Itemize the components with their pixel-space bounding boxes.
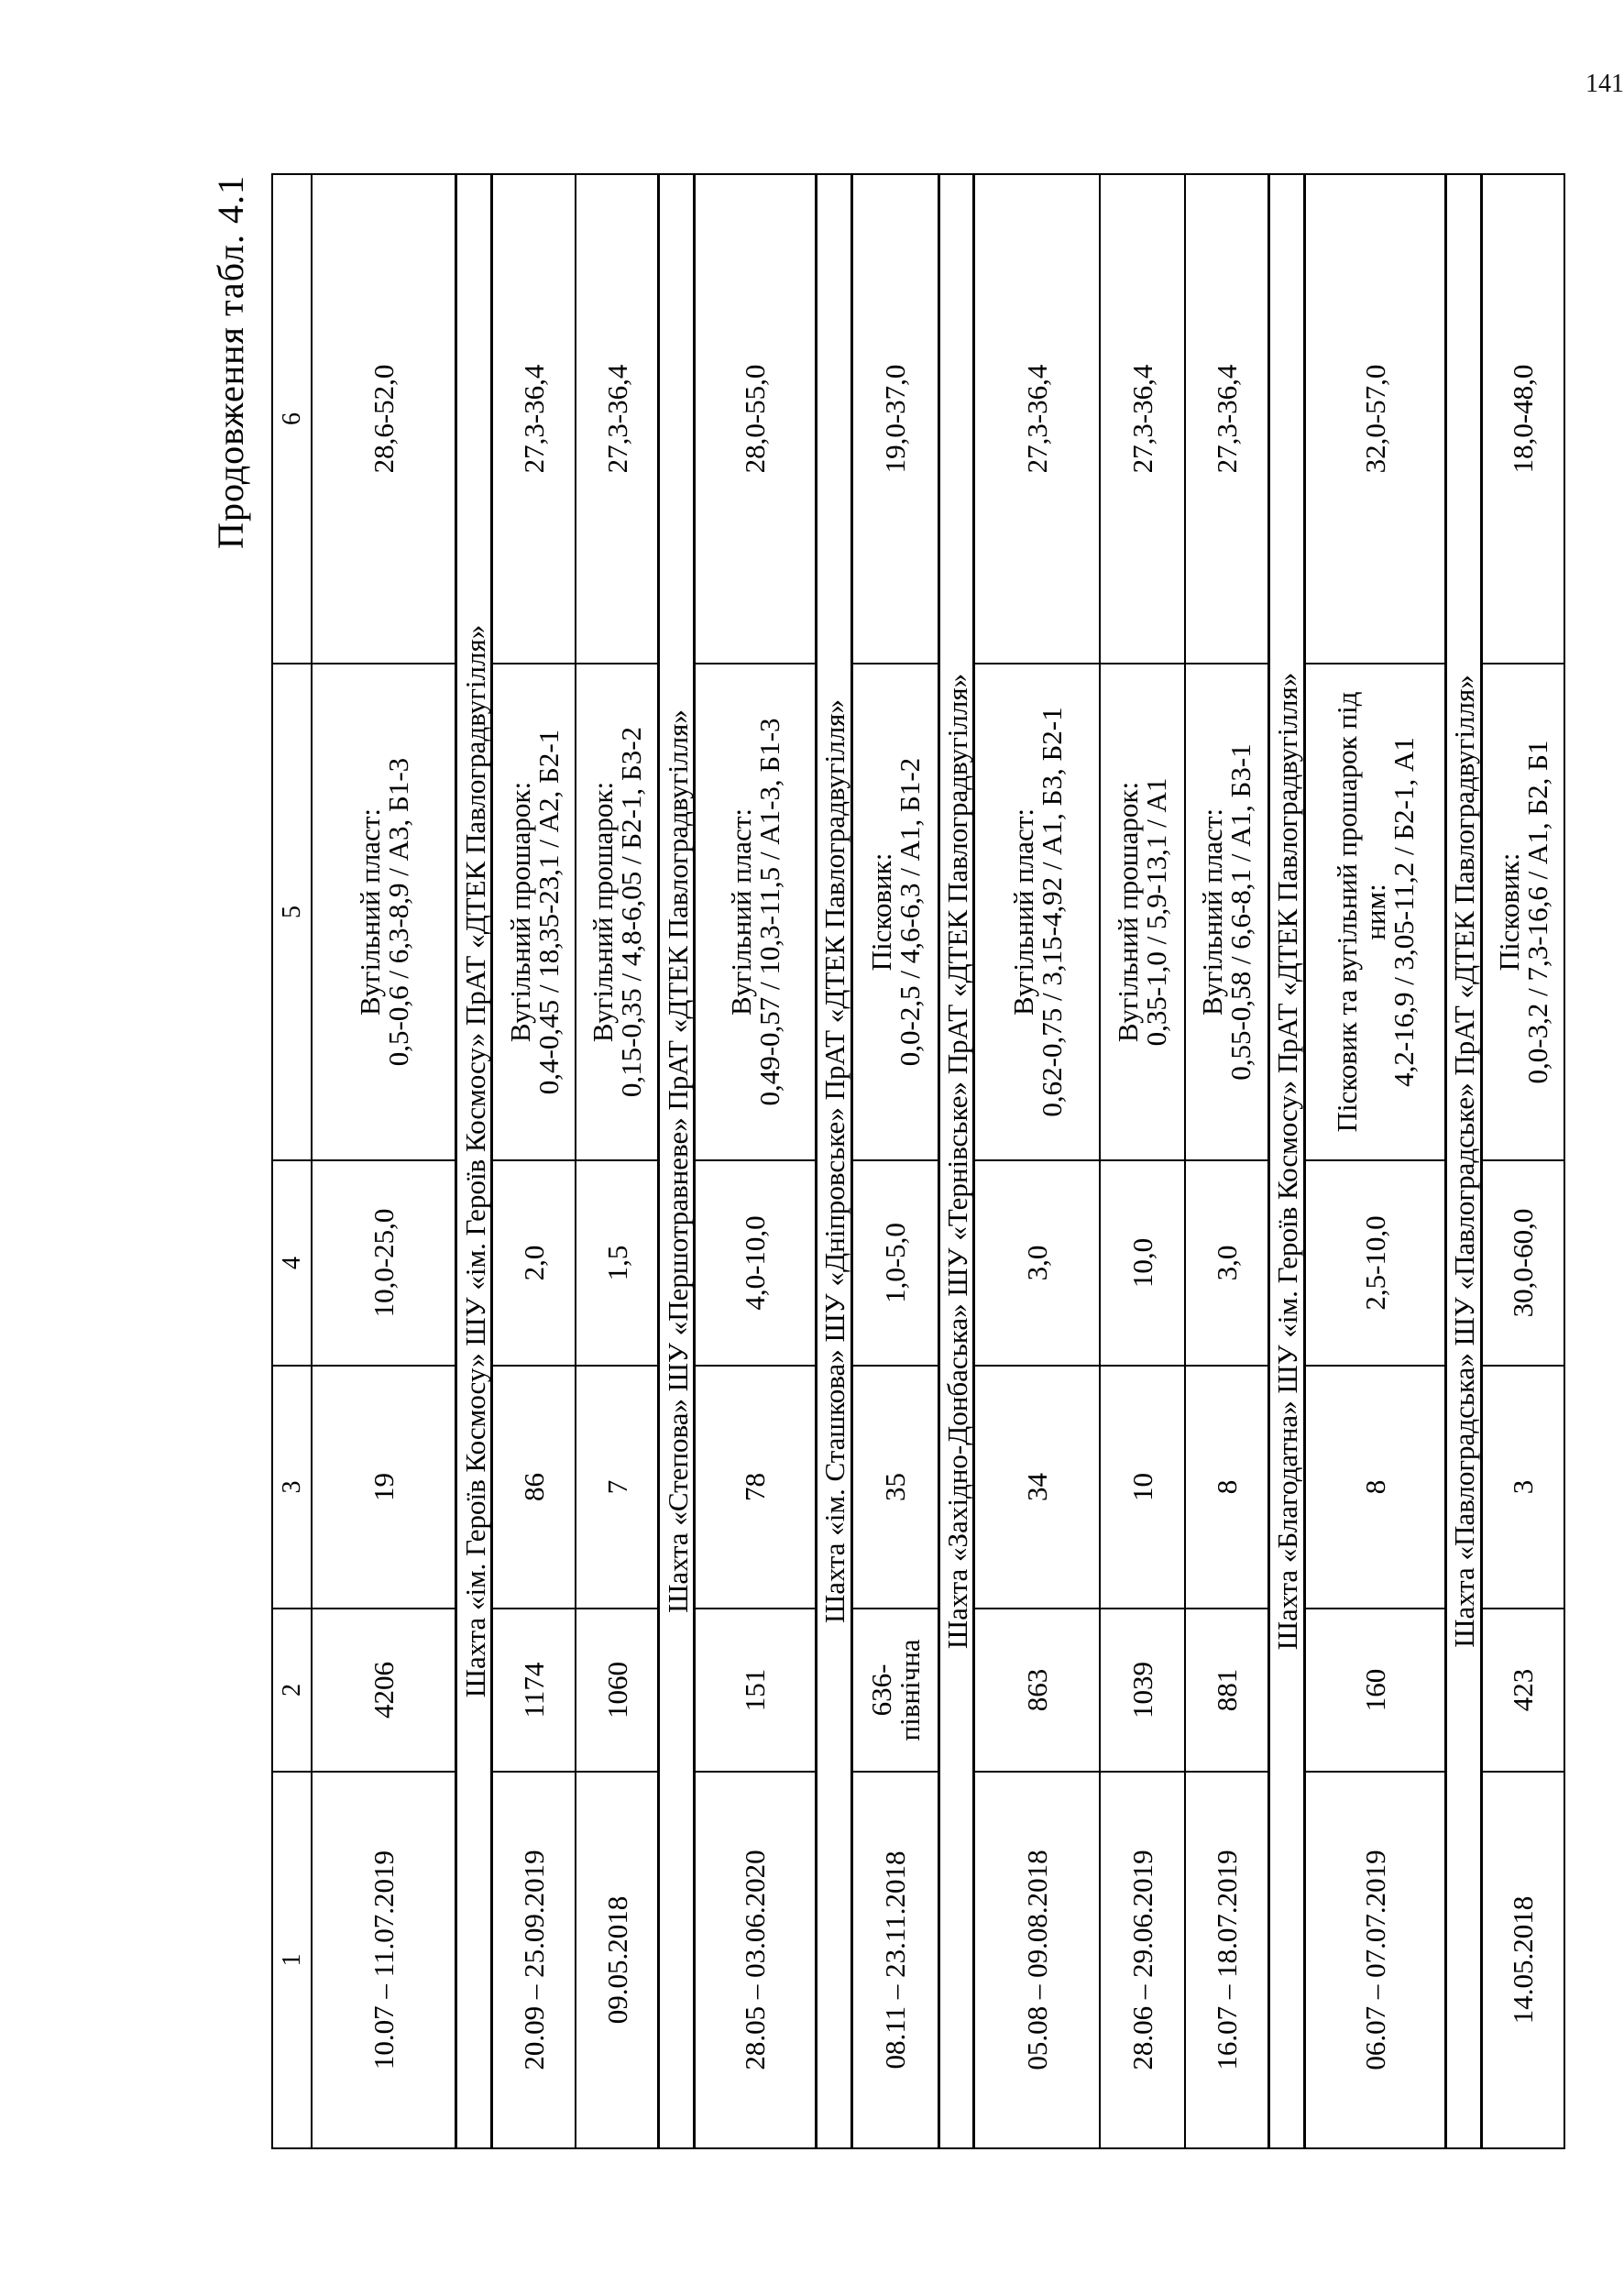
cell-col-6: 27,3-36,4 [491,174,576,664]
cell-col-3: 3 [1481,1366,1564,1609]
cell-col-3: 78 [695,1366,817,1609]
cell-col-1: 20.09 – 25.09.2019 [491,1772,576,2148]
cell-col-6: 27,3-36,4 [1100,174,1185,664]
table-row [1481,174,1564,2148]
cell-col-6: 19,0-37,0 [851,174,938,664]
table-row [1100,174,1185,2148]
cell-col-4: 1,5 [576,1160,659,1366]
cell-col-4: 3,0 [1185,1160,1269,1366]
cell-col-4: 3,0 [974,1160,1100,1366]
cell-col-2: 160 [1304,1609,1445,1772]
cell-col-1: 10.07 – 11.07.2019 [312,1772,456,2148]
cell-col-5 [851,664,938,1160]
cell-col-5 [491,664,576,1160]
layer-parameters: 0,0-3,2 / 7,3-16,6 / А1, Б2, Б1 [1520,740,1553,1084]
layer-type-label: Вугільний пласт: [1196,808,1229,1016]
table-row [491,174,576,2148]
column-number-4: 4 [272,1160,312,1366]
cell-col-1: 06.07 – 07.07.2019 [1304,1772,1445,2148]
layer-parameters: 0,5-0,6 / 6,3-8,9 / А3, Б1-3 [381,757,414,1067]
rotated-page-content [209,175,1553,2149]
cell-col-5 [695,664,817,1160]
column-number-3: 3 [272,1366,312,1609]
cell-col-3: 8 [1304,1366,1445,1609]
cell-col-5 [1100,664,1185,1160]
cell-col-4: 1,0-5,0 [851,1160,938,1366]
cell-col-3: 8 [1185,1366,1269,1609]
cell-col-2: 881 [1185,1609,1269,1772]
cell-col-2: 4206 [312,1609,456,1772]
table-row [1304,174,1445,2148]
mine-section-header [456,174,492,2148]
mine-section-header [659,174,695,2148]
layer-type-label: Вугільний прошарок: [587,781,620,1043]
mine-section-header [1445,174,1481,2148]
layer-type-label: Пісковик та вугільний прошарок під ним: [1330,691,1391,1133]
mine-section-title: Шахта «Павлоградська» ШУ «Павлоградське» ПрАТ «ДТЕК Павлоградвугілля» [1445,174,1481,2148]
layer-type-label: Пісковик: [864,852,897,972]
mine-section-title: Шахта «Степова» ШУ «Першотравневе» ПрАТ «ДТЕК Павлоградвугілля» [659,174,695,2148]
layer-parameters: 0,55-0,58 / 6,6-8,1 / А1, Б3-1 [1224,743,1257,1081]
cell-col-2: 1060 [576,1609,659,1772]
cell-col-1: 28.06 – 29.06.2019 [1100,1772,1185,2148]
cell-col-1: 05.08 – 09.08.2018 [974,1772,1100,2148]
table-row [312,174,456,2148]
layer-type-label: Вугільний прошарок: [1112,781,1145,1043]
mine-section-title: Шахта «Західно-Донбаська» ШУ «Тернівське» ПрАТ «ДТЕК Павлоградвугілля» [938,174,974,2148]
data-table [271,173,1565,2149]
cell-col-5 [1481,664,1564,1160]
cell-col-4: 2,0 [491,1160,576,1366]
layer-parameters: 0,49-0,57 / 10,3-11,5 / А1-3, Б1-3 [752,718,785,1106]
table-caption: Продовження табл. 4.1 [210,175,251,549]
mine-section-header [938,174,974,2148]
cell-col-5 [312,664,456,1160]
layer-parameters: 0,0-2,5 / 4,6-6,3 / А1, Б1-2 [893,757,926,1067]
cell-col-2: 636-північна [851,1609,938,1772]
cell-col-2: 863 [974,1609,1100,1772]
cell-col-5 [1185,664,1269,1160]
layer-parameters: 0,35-1,0 / 5,9-13,1 / А1 [1140,777,1173,1047]
cell-col-2: 423 [1481,1609,1564,1772]
cell-col-1: 16.07 – 18.07.2019 [1185,1772,1269,2148]
cell-col-5 [974,664,1100,1160]
mine-section-title: Шахта «Благодатна» ШУ «ім. Героїв Космосу» ПрАТ «ДТЕК Павлоградвугілля» [1268,174,1304,2148]
cell-col-2: 1174 [491,1609,576,1772]
mine-section-title: Шахта «ім. Героїв Космосу» ШУ «ім. Героїв Космосу» ПрАТ «ДТЕК Павлоградвугілля» [456,174,492,2148]
cell-col-2: 151 [695,1609,817,1772]
cell-col-3: 34 [974,1366,1100,1609]
cell-col-6: 32,0-57,0 [1304,174,1445,664]
cell-col-3: 19 [312,1366,456,1609]
cell-col-6: 28,0-55,0 [695,174,817,664]
cell-col-1: 28.05 – 03.06.2020 [695,1772,817,2148]
column-number-1: 1 [272,1772,312,2148]
column-number-2: 2 [272,1609,312,1772]
cell-col-1: 14.05.2018 [1481,1772,1564,2148]
table-row [576,174,659,2148]
cell-col-4: 10,0 [1100,1160,1185,1366]
cell-col-6: 27,3-36,4 [576,174,659,664]
layer-type-label: Вугільний пласт: [353,808,386,1016]
layer-type-label: Вугільний пласт: [724,808,757,1016]
layer-parameters: 0,62-0,75 / 3,15-4,92 / А1, Б3, Б2-1 [1035,707,1068,1117]
table-row [695,174,817,2148]
cell-col-3: 7 [576,1366,659,1609]
cell-col-6: 27,3-36,4 [1185,174,1269,664]
cell-col-3: 35 [851,1366,938,1609]
column-number-6: 6 [272,174,312,664]
cell-col-3: 10 [1100,1366,1185,1609]
cell-col-4: 30,0-60,0 [1481,1160,1564,1366]
mine-section-title: Шахта «ім. Сташкова» ШУ «Дніпровське» ПрАТ «ДТЕК Павлоградвугілля» [816,174,851,2148]
layer-parameters: 0,15-0,35 / 4,8-6,05 / Б2-1, Б3-2 [615,726,648,1098]
mine-section-header [816,174,851,2148]
table-row [1185,174,1269,2148]
cell-col-6: 18,0-48,0 [1481,174,1564,664]
layer-type-label: Вугільний прошарок: [503,781,536,1043]
layer-type-label: Вугільний пласт: [1006,808,1039,1016]
cell-col-3: 86 [491,1366,576,1609]
cell-col-5 [1304,664,1445,1160]
cell-col-4: 10,0-25,0 [312,1160,456,1366]
page-number: 141 [1586,70,1624,98]
cell-col-2: 1039 [1100,1609,1185,1772]
table-header-row [272,174,312,2148]
cell-col-5 [576,664,659,1160]
mine-section-header [1268,174,1304,2148]
layer-parameters: 4,2-16,9 / 3,05-11,2 / Б2-1, А1 [1387,737,1420,1087]
layer-type-label: Пісковик: [1492,852,1525,972]
cell-col-6: 27,3-36,4 [974,174,1100,664]
layer-parameters: 0,4-0,45 / 18,35-23,1 / А2, Б2-1 [532,729,565,1095]
cell-col-1: 09.05.2018 [576,1772,659,2148]
cell-col-1: 08.11 – 23.11.2018 [851,1772,938,2148]
cell-col-4: 2,5-10,0 [1304,1160,1445,1366]
table-row [974,174,1100,2148]
column-number-5: 5 [272,664,312,1160]
table-row [851,174,938,2148]
cell-col-6: 28,6-52,0 [312,174,456,664]
cell-col-4: 4,0-10,0 [695,1160,817,1366]
